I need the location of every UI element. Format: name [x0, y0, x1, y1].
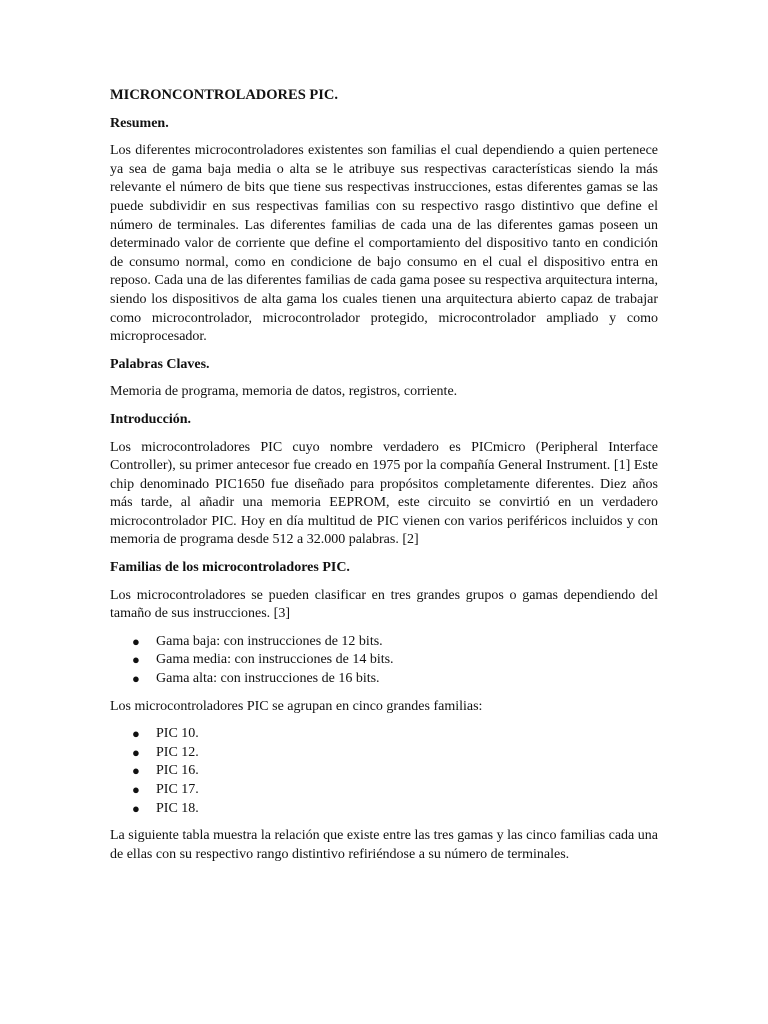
- list-item-text: PIC 16.: [156, 763, 199, 779]
- bullet-icon: ●: [132, 800, 140, 816]
- bullet-icon: ●: [132, 633, 140, 649]
- paragraph-familias-agrupan: Los microcontroladores PIC se agrupan en cinco grandes familias:: [110, 698, 483, 714]
- list-item: [110, 744, 658, 763]
- bullet-icon: ●: [132, 782, 140, 797]
- list-item-text: Gama baja: con instrucciones de 12 bits.: [156, 633, 383, 649]
- list-item: [110, 762, 658, 781]
- heading-familias: Familias de los microcontroladores PIC.: [110, 560, 350, 576]
- list-item: [110, 651, 658, 670]
- list-item: [110, 781, 658, 800]
- bullet-icon: ●: [132, 763, 140, 779]
- list-item-text: Gama alta: con instrucciones de 16 bits.: [156, 671, 380, 687]
- paragraph-familias-intro: Los microcontroladores se pueden clasificar en tres grandes grupos o gamas dependiendo del tamaño de sus instrucciones. [3]: [110, 587, 658, 622]
- paragraph-resumen: Los diferentes microcontroladores existentes son familias el cual dependiendo a quien pertenece ya sea de gama baja media o alta se le atribuye sus respectivas características siendo la más relevante el número de bits que tiene sus respectivas instrucciones, estas diferentes gamas se las puede subdividir en sus respectivas familias con su respectivo rasgo distintivo que define el número de terminales. Las diferentes familias de cada una de las diferentes gamas poseen un determinado valor de corriente que define el comportamiento del dispositivo tanto en condición de consumo normal, como en condicione de bajo consumo en el cual el dispositivo entra en reposo. Cada una de las diferentes familias de cada gama posee su respectiva arquitectura interna, siendo los dispositivos de alta gama los cuales tienen una arquitectura abierto capaz de trabajar como microcontrolador, microcontrolador protegido, microcontrolador ampliado y como microprocesador.: [110, 143, 658, 345]
- paragraph-tabla: La siguiente tabla muestra la relación que existe entre las tres gamas y las cinco familias cada una de ellas con su respectivo rango distintivo refiriéndose a su número de terminales.: [110, 828, 658, 862]
- bullet-icon: ●: [132, 744, 140, 760]
- list-item: [110, 670, 658, 689]
- paragraph-palabras-claves: Memoria de programa, memoria de datos, registros, corriente.: [110, 384, 458, 400]
- list-item-text: PIC 12.: [156, 744, 199, 760]
- bullet-icon: ●: [132, 671, 140, 687]
- heading-palabras-claves: Palabras Claves.: [110, 356, 210, 372]
- list-item-text: Gama media: con instrucciones de 14 bits.: [156, 652, 394, 668]
- paragraph-introduccion: Los microcontroladores PIC cuyo nombre verdadero es PICmicro (Peripheral Interface Controller), su primer antecesor fue creado en 1975 por la compañía General Instrument. [1] Este chip denominado PIC1650 fue diseñado para propósitos completamente diferentes. Diez años más tarde, al añadir una memoria EEPROM, este circuito se convirtió en un verdadero microcontrolador PIC. Hoy en día multitud de PIC vienen con varios periféricos incluidos y con memoria de programa desde 512 a 32.000 palabras. [2]: [110, 439, 658, 548]
- familias-list: [110, 725, 658, 818]
- list-item: [110, 725, 658, 744]
- list-item: [110, 633, 658, 652]
- bullet-icon: ●: [132, 726, 140, 742]
- document-title: MICRONCONTROLADORES PIC.: [110, 87, 338, 103]
- list-item-text: PIC 10.: [156, 726, 199, 742]
- document-body: [110, 86, 658, 873]
- list-item-text: PIC 17.: [156, 782, 199, 797]
- gamas-list: [110, 633, 658, 689]
- heading-resumen: Resumen.: [110, 115, 169, 131]
- bullet-icon: ●: [132, 652, 140, 668]
- heading-introduccion: Introducción.: [110, 411, 192, 427]
- list-item-text: PIC 18.: [156, 800, 199, 816]
- list-item: [110, 800, 658, 819]
